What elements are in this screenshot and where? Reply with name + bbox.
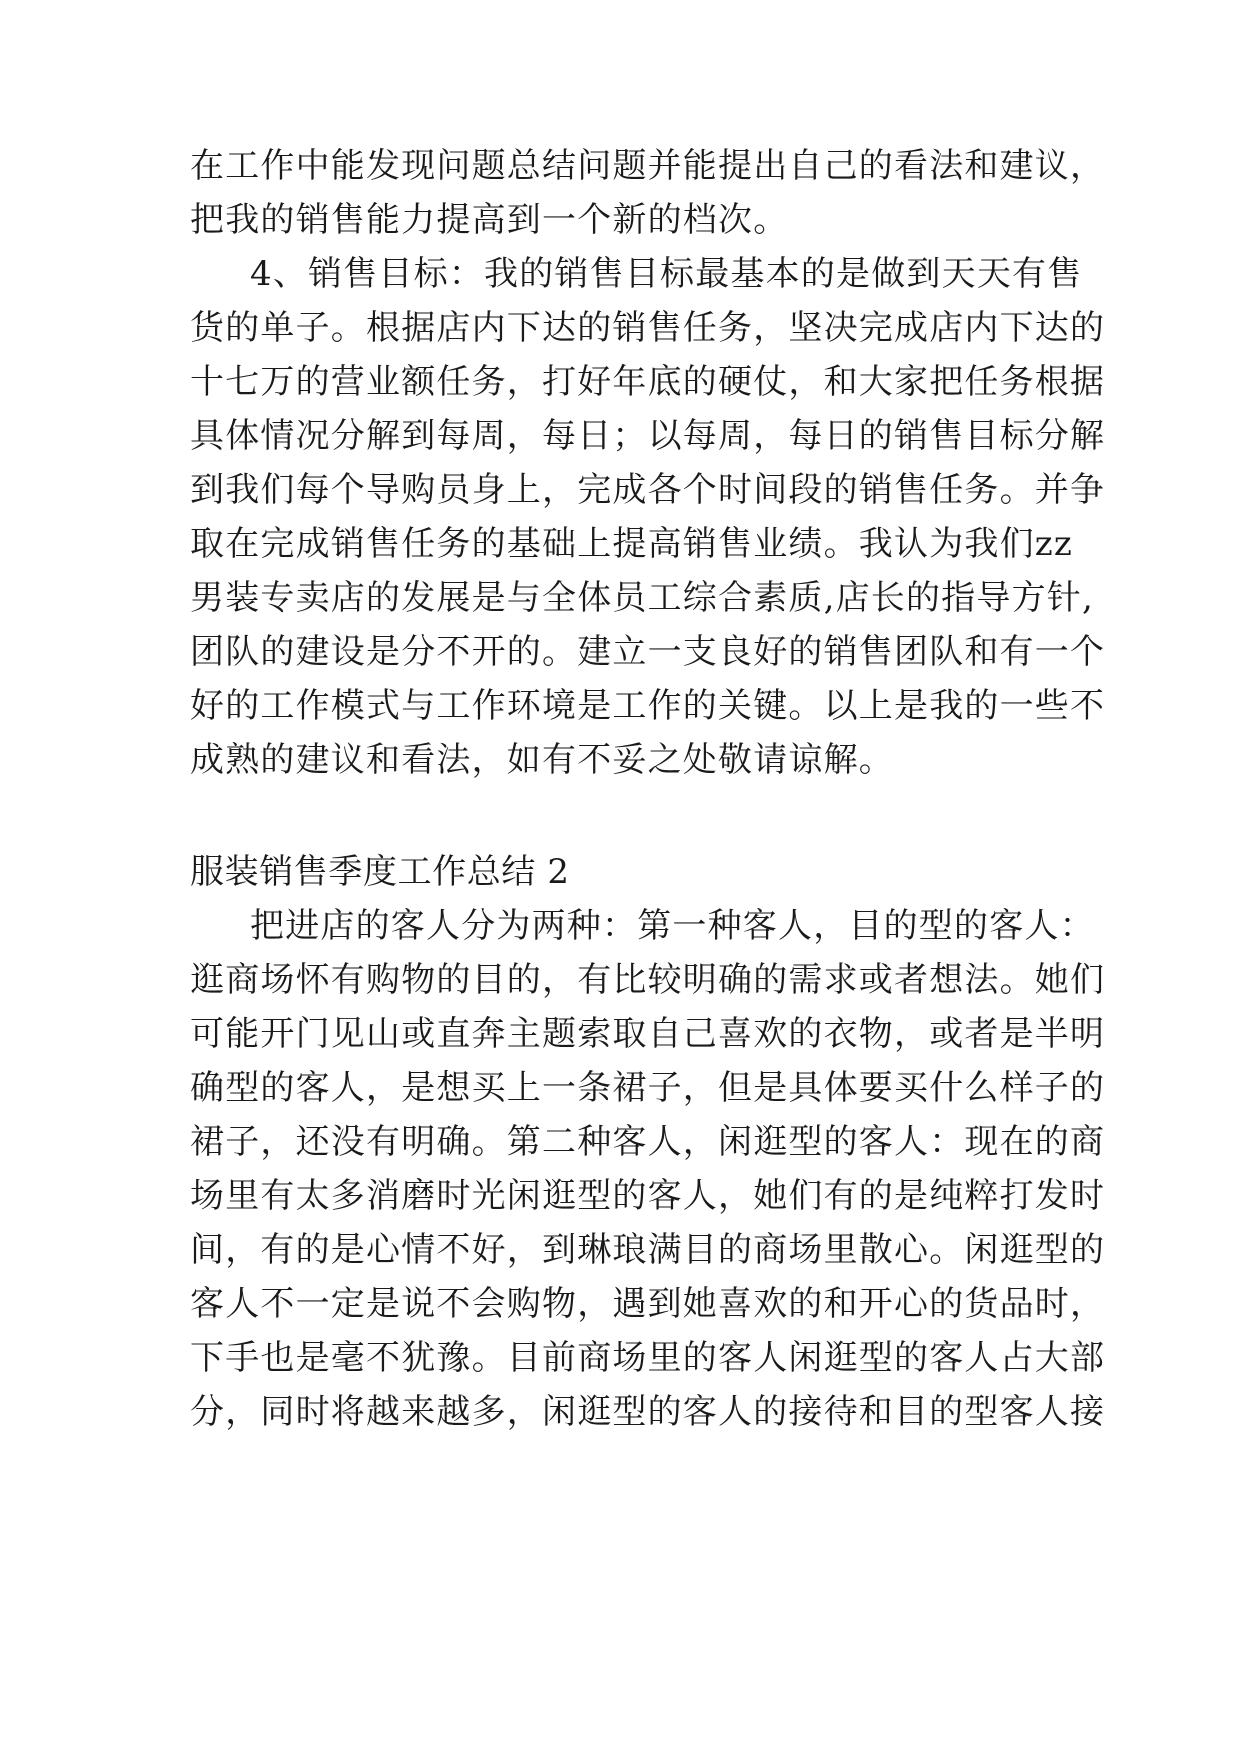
text-line: 取在完成销售任务的基础上提高销售业绩。我认为我们zz	[190, 524, 1074, 564]
text-line: 好的工作模式与工作环境是工作的关键。以上是我的一些不	[190, 686, 1106, 726]
text-line: 下手也是毫不犹豫。目前商场里的客人闲逛型的客人占大部	[190, 1338, 1106, 1378]
text-line: 场里有太多消磨时光闲逛型的客人，她们有的是纯粹打发时	[190, 1176, 1106, 1216]
text-line: 逛商场怀有购物的目的，有比较明确的需求或者想法。她们	[190, 960, 1106, 1000]
text-line: 分，同时将越来越多，闲逛型的客人的接待和目的型客人接	[190, 1392, 1106, 1432]
text-line: 男装专卖店的发展是与全体员工综合素质,店长的指导方针,	[190, 578, 1095, 618]
text-line: 确型的客人，是想买上一条裙子，但是具体要买什么样子的	[190, 1068, 1106, 1108]
text-line: 货的单子。根据店内下达的销售任务，坚决完成店内下达的	[190, 308, 1106, 348]
text-line: 把我的销售能力提高到一个新的档次。	[190, 200, 789, 240]
text-line: 把进店的客人分为两种：第一种客人，目的型的客人：	[250, 906, 1095, 946]
text-line: 4、销售目标：我的销售目标最基本的是做到天天有售	[250, 254, 1083, 294]
text-line: 可能开门见山或直奔主题索取自己喜欢的衣物，或者是半明	[190, 1014, 1106, 1054]
text-line: 十七万的营业额任务，打好年底的硬仗，和大家把任务根据	[190, 362, 1106, 402]
text-line: 裙子，还没有明确。第二种客人，闲逛型的客人：现在的商	[190, 1122, 1106, 1162]
section-title: 服装销售季度工作总结 2	[190, 852, 570, 892]
text-line: 到我们每个导购员身上，完成各个时间段的销售任务。并争	[190, 470, 1106, 510]
text-line: 间，有的是心情不好，到琳琅满目的商场里散心。闲逛型的	[190, 1230, 1106, 1270]
text-line: 具体情况分解到每周，每日；以每周，每日的销售目标分解	[190, 416, 1106, 456]
text-line: 客人不一定是说不会购物，遇到她喜欢的和开心的货品时，	[190, 1284, 1106, 1324]
text-line: 成熟的建议和看法，如有不妥之处敬请谅解。	[190, 740, 894, 780]
text-line: 在工作中能发现问题总结问题并能提出自己的看法和建议，	[190, 146, 1106, 186]
text-line: 团队的建设是分不开的。建立一支良好的销售团队和有一个	[190, 632, 1106, 672]
